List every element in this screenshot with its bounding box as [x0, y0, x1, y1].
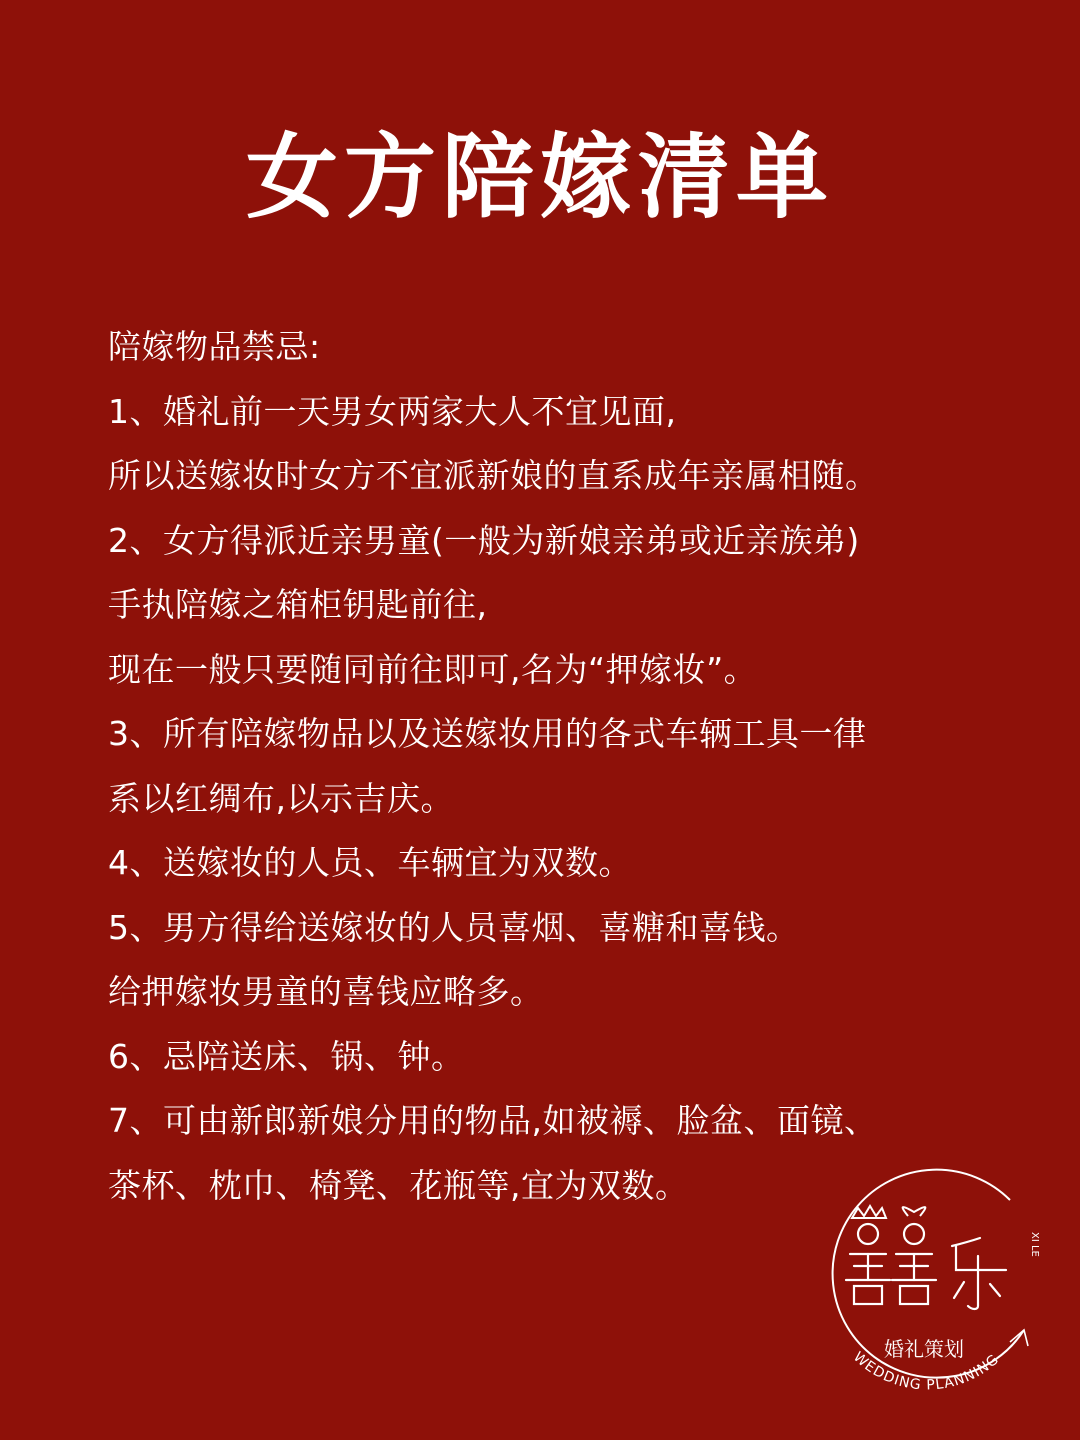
list-item: 所以送嫁妆时女方不宜派新娘的直系成年亲属相随。	[108, 456, 879, 495]
brand-logo	[810, 1160, 1050, 1400]
list-item: 系以红绸布,以示吉庆。	[108, 778, 454, 818]
list-item: 手执陪嫁之箱柜钥匙前往,	[108, 585, 488, 624]
list-item: 1、婚礼前一天男女两家大人不宜见面,	[108, 391, 677, 431]
list-item: 给押嫁妆男童的喜钱应略多。	[108, 972, 544, 1011]
page-title: 女方陪嫁清单	[245, 124, 834, 231]
list-item: 4、送嫁妆的人员、车辆宜为双数。	[108, 843, 632, 882]
list-item: 2、女方得派近亲男童(一般为新娘亲弟或近亲族弟)	[108, 520, 860, 560]
list-item: 现在一般只要随同前往即可,名为“押嫁妆”。	[108, 649, 758, 689]
list-item: 5、男方得给送嫁妆的人员喜烟、喜糖和喜钱。	[108, 907, 800, 947]
logo-en-label-path: WEDDING PLANNING	[849, 1349, 1003, 1394]
logo-side-label: XI LE	[1029, 1232, 1040, 1257]
section-heading: 陪嫁物品禁忌:	[108, 327, 321, 366]
logo-cn-label: 婚礼策划	[884, 1337, 964, 1361]
list-item: 茶杯、枕巾、椅凳、花瓶等,宜为双数。	[108, 1165, 689, 1205]
list-item: 3、所有陪嫁物品以及送嫁妆用的各式车辆工具一律	[108, 714, 867, 753]
list-item: 6、忌陪送床、锅、钟。	[108, 1036, 465, 1076]
checklist-content	[108, 315, 1048, 1218]
logo-graphic	[810, 1160, 1050, 1400]
list-item: 7、可由新郎新娘分用的物品,如被褥、脸盆、面镜、	[108, 1101, 878, 1140]
